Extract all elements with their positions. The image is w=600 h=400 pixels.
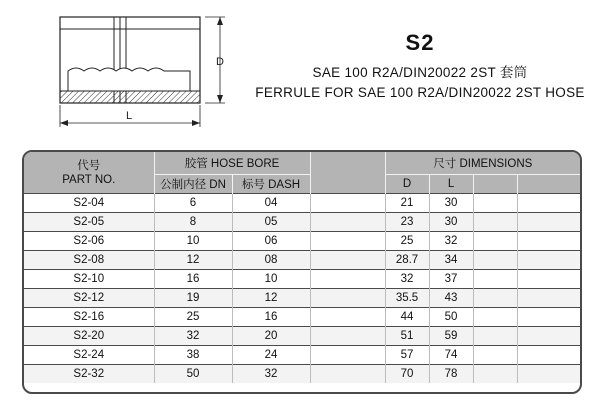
blank-cell — [310, 232, 385, 251]
part-cell: S2-24 — [24, 346, 154, 365]
dn-cell: 10 — [154, 232, 232, 251]
empty-cell — [517, 289, 580, 308]
l-cell: 78 — [429, 365, 473, 384]
empty-cell — [473, 289, 517, 308]
dash-header: 标号 DASH — [232, 175, 310, 194]
d-cell: 23 — [385, 213, 429, 232]
l-header: L — [429, 175, 473, 194]
l-cell: 43 — [429, 289, 473, 308]
ferrule-drawing — [40, 5, 230, 135]
d-cell: 57 — [385, 346, 429, 365]
empty-header — [517, 175, 580, 194]
d-cell: 21 — [385, 194, 429, 213]
dn-cell: 19 — [154, 289, 232, 308]
l-cell: 30 — [429, 213, 473, 232]
d-header: D — [385, 175, 429, 194]
product-code: S2 — [405, 30, 435, 55]
part-cell: S2-04 — [24, 194, 154, 213]
blank-cell — [310, 327, 385, 346]
empty-cell — [517, 270, 580, 289]
blank-header — [310, 152, 385, 194]
empty-cell — [517, 232, 580, 251]
dn-cell: 8 — [154, 213, 232, 232]
dn-cell: 6 — [154, 194, 232, 213]
dn-cell: 25 — [154, 308, 232, 327]
dn-cell: 38 — [154, 346, 232, 365]
part-cell: S2-10 — [24, 270, 154, 289]
empty-cell — [473, 308, 517, 327]
dim-l-label: L — [126, 110, 133, 122]
empty-cell — [473, 251, 517, 270]
table-row — [24, 327, 580, 346]
l-cell: 59 — [429, 327, 473, 346]
dash-cell: 32 — [232, 365, 310, 384]
blank-cell — [310, 289, 385, 308]
dn-cell: 50 — [154, 365, 232, 384]
empty-cell — [473, 365, 517, 384]
table-row — [24, 270, 580, 289]
dash-cell: 10 — [232, 270, 310, 289]
blank-cell — [310, 270, 385, 289]
part-no-en: PART NO. — [62, 173, 116, 186]
dn-cell: 16 — [154, 270, 232, 289]
dim-d-label: D — [216, 56, 224, 68]
l-cell: 37 — [429, 270, 473, 289]
dash-cell: 12 — [232, 289, 310, 308]
dash-cell: 05 — [232, 213, 310, 232]
table-row — [24, 213, 580, 232]
table-row — [24, 194, 580, 213]
d-cell: 25 — [385, 232, 429, 251]
blank-cell — [310, 365, 385, 384]
part-cell: S2-12 — [24, 289, 154, 308]
part-cell: S2-05 — [24, 213, 154, 232]
empty-cell — [473, 232, 517, 251]
table-row — [24, 232, 580, 251]
d-cell: 44 — [385, 308, 429, 327]
dash-cell: 16 — [232, 308, 310, 327]
subtitle-en: FERRULE FOR SAE 100 R2A/DIN20022 2ST HOSE — [255, 85, 585, 100]
dn-cell: 32 — [154, 327, 232, 346]
subtitle-cn: SAE 100 R2A/DIN20022 2ST 套筒 — [312, 65, 528, 80]
part-no-header — [24, 152, 154, 194]
title-block — [250, 30, 590, 100]
blank-cell — [310, 346, 385, 365]
spec-table — [22, 150, 582, 394]
dash-cell: 24 — [232, 346, 310, 365]
table-row — [24, 251, 580, 270]
blank-cell — [310, 213, 385, 232]
blank-cell — [310, 308, 385, 327]
hose-bore-header: 胶管 HOSE BORE — [154, 152, 310, 175]
empty-header — [473, 175, 517, 194]
dimensions-header: 尺寸 DIMENSIONS — [385, 152, 580, 175]
empty-cell — [517, 308, 580, 327]
l-cell: 32 — [429, 232, 473, 251]
d-cell: 51 — [385, 327, 429, 346]
l-cell: 30 — [429, 194, 473, 213]
part-cell: S2-08 — [24, 251, 154, 270]
empty-cell — [517, 365, 580, 384]
dash-cell: 04 — [232, 194, 310, 213]
empty-cell — [473, 346, 517, 365]
empty-cell — [517, 346, 580, 365]
empty-cell — [473, 213, 517, 232]
table-row — [24, 346, 580, 365]
part-cell: S2-32 — [24, 365, 154, 384]
part-no-cn: 代号 — [77, 159, 101, 172]
empty-cell — [517, 251, 580, 270]
d-cell: 28.7 — [385, 251, 429, 270]
d-cell: 35.5 — [385, 289, 429, 308]
d-cell: 32 — [385, 270, 429, 289]
empty-cell — [517, 213, 580, 232]
l-cell: 50 — [429, 308, 473, 327]
table-row — [24, 365, 580, 384]
d-cell: 70 — [385, 365, 429, 384]
l-cell: 34 — [429, 251, 473, 270]
part-cell: S2-20 — [24, 327, 154, 346]
table-row — [24, 308, 580, 327]
l-cell: 74 — [429, 346, 473, 365]
hatched-section — [60, 91, 200, 103]
part-cell: S2-16 — [24, 308, 154, 327]
empty-cell — [473, 270, 517, 289]
dn-header: 公制内径 DN — [154, 175, 232, 194]
dash-cell: 20 — [232, 327, 310, 346]
blank-cell — [310, 251, 385, 270]
empty-cell — [517, 327, 580, 346]
dash-cell: 08 — [232, 251, 310, 270]
dash-cell: 06 — [232, 232, 310, 251]
part-cell: S2-06 — [24, 232, 154, 251]
table-row — [24, 289, 580, 308]
empty-cell — [473, 194, 517, 213]
empty-cell — [517, 194, 580, 213]
empty-cell — [473, 327, 517, 346]
blank-cell — [310, 194, 385, 213]
dn-cell: 12 — [154, 251, 232, 270]
